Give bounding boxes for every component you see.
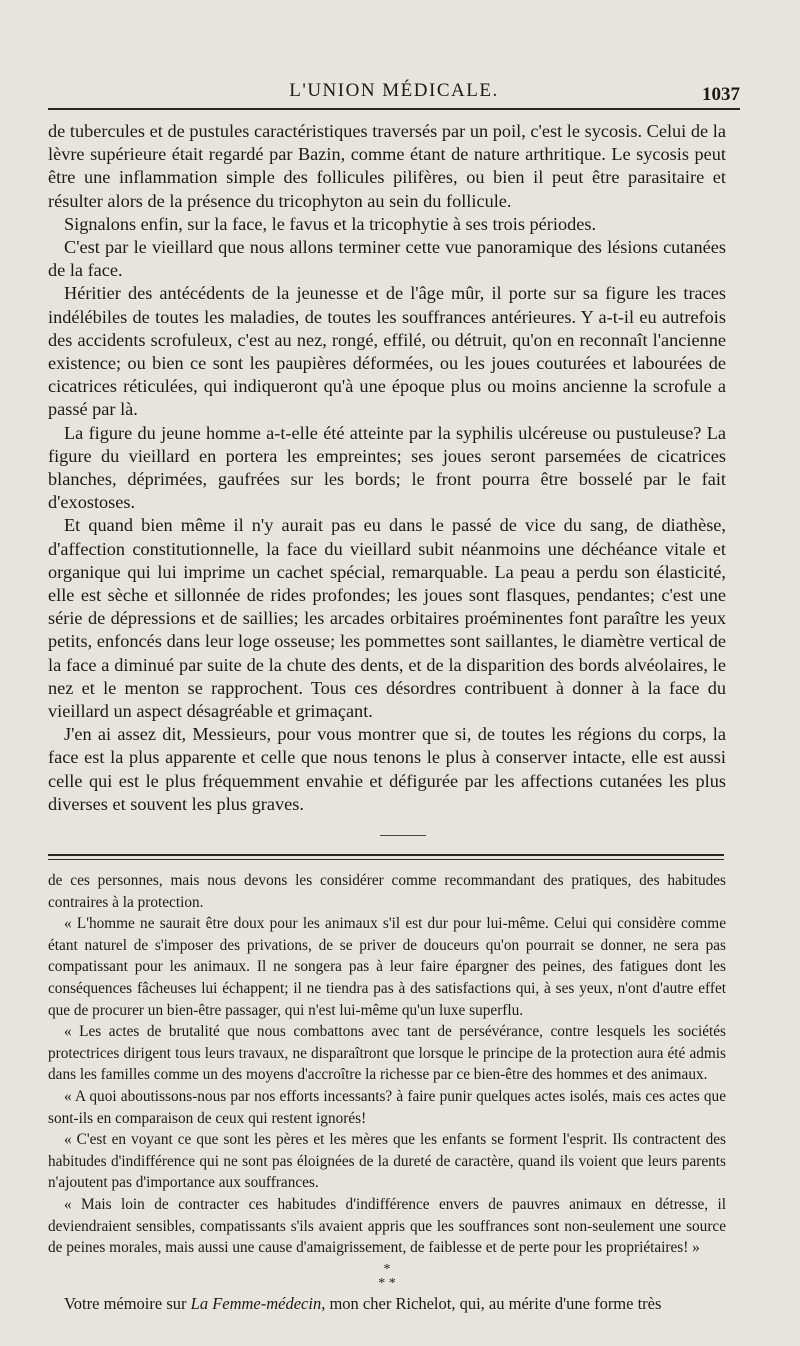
final-line-start: Votre mémoire sur [64,1293,191,1313]
header-rule [48,108,740,110]
footnote-paragraph: « C'est en voyant ce que sont les pères et les mères que les enfants se forment l'esprit. Ils contractent des habitudes d'indifférence qui ne sont pas éloignées de la dureté de caractère, quand ils voient que leurs parents n'ajoutent pas d'importance aux souffrances. [48,1131,726,1192]
paragraph: J'en ai assez dit, Messieurs, pour vous montrer que si, de toutes les régions du corps, la face est la plus apparente et celle que nous tenons le plus à conserver intacte, elle est aussi celle qui est le plus fréquemment envahie et défigurée par les affections cutanées les plus diverses et souvent les plus graves. [48,724,726,814]
asterism-top: * [383,1261,391,1277]
final-line [48,1293,726,1315]
running-title: L'UNION MÉDICALE. [289,80,499,101]
footnote-paragraph: « A quoi aboutissons-nous par nos efforts incessants? à faire punir quelques actes isolés, mais ces actes que sont-ils en comparaison de ceux qui restent ignorés! [48,1087,726,1127]
asterism [48,1263,726,1291]
footnote-separator [48,854,724,860]
page-header [48,74,740,110]
paragraph: Héritier des antécédents de la jeunesse et de l'âge mûr, il porte sur sa figure les traces indélébiles de toutes les maladies, de toutes les souffrances antérieures. Y a-t-il eu autrefois des accidents scrofuleux, c'est au nez, rongé, effilé, ou détruit, qu'on en reconnaît l'ancienne existence; ou bien ce sont les paupières déformées, ou les joues couturées et labourées de cicatrices réticulées, qui indiqueront qu'à une époque plus ou moins ancienne la scrofule a passé par là. [48,283,726,420]
paragraph: La figure du jeune homme a-t-elle été atteinte par la syphilis ulcéreuse ou pustuleuse? La figure du vieillard en portera les empreintes; ses joues seront parsemées de cicatrices blanches, déprimées, gaufrées sur les bords; le front pourra être bosselé par le fait d'exostoses. [48,422,726,513]
paragraph: Signalons enfin, sur la face, le favus et la tricophytie à ses trois périodes. [64,213,597,234]
footnote-paragraph: « Les actes de brutalité que nous combattons avec tant de persévérance, contre lesquels les sociétés protectrices dirigent tous leurs travaux, ne disparaîtront que lorsque le principe de la protection aura été admis dans les familles comme un des moyens d'accroître la richesse par ce bien-être des hommes et des animaux. [48,1023,726,1084]
paragraph: de tubercules et de pustules caractéristiques traversés par un poil, c'est le sycosis. Celui de la lèvre supérieure était regardé par Bazin, comme étant de nature arthritique. Le sycosis peut être une inflammation simple des follicules pilifères, ou bien il peut être parasitaire et résulter alors de la présence du tricophyton au sein du follicule. [48,121,726,211]
footnote-paragraph: de ces personnes, mais nous devons les considérer comme recommandant des pratiques, des habitudes contraires à la protection. [48,872,726,911]
footnote-paragraph: « Mais loin de contracter ces habitudes d'indifférence envers de pauvres animaux en détresse, il deviendraient sensibles, compatissants s'ils avaient appris que les souffrances sont non-seulement une source de peines morales, mais aussi une cause d'amaigrissement, de faiblesse et de perte pour les propriétaires! » [48,1195,726,1257]
footnote-text [48,870,726,1315]
asterism-bottom: * * [378,1275,396,1291]
section-end-rule [380,835,426,836]
final-line-end: , mon cher Richelot, qui, au mérite d'une forme très [321,1293,662,1313]
main-text [48,120,726,816]
work-title: La Femme-médecin [190,1293,322,1313]
footnote-paragraph: « L'homme ne saurait être doux pour les animaux s'il est dur pour lui-même. Celui qui considère comme étant naturel de s'imposer des privations, de se priver de douceurs qu'on pourrait se donner, ne sera pas compatissant pour les animaux. Il ne songera pas à leur faire épargner des peines, des fatigues dont les conséquences fâcheuses lui échappent; il ne tiendra pas à des satisfactions qui, à ses yeux, n'ont d'autre effet que de procurer un bien-être passager, qui n'est lui-même qu'un luxe superflu. [48,915,726,1019]
page-number: 1037 [702,84,740,105]
paragraph: Et quand bien même il n'y aurait pas eu dans le passé de vice du sang, de diathèse, d'affection constitutionnelle, la face du vieillard subit néanmoins une déchéance vitale et organique qui lui imprime un cachet spécial, remarquable. La peau a perdu son élasticité, elle est sèche et sillonnée de rides profondes; les joues sont flasques, pendantes; c'est une série de dépressions et de saillies; les arcades orbitaires proéminentes font paraître les yeux petits, enfoncés dans leur loge osseuse; les pommettes sont saillantes, le diamètre vertical de la face a diminué par suite de la chute des dents, et de la disparition des bords alvéolaires, le nez et le menton se rapprochent. Tous ces désordres contribuent à donner à la face du vieillard un aspect désagréable et grimaçant. [48,515,726,722]
paragraph: C'est par le vieillard que nous allons terminer cette vue panoramique des lésions cutanées de la face. [48,237,726,281]
